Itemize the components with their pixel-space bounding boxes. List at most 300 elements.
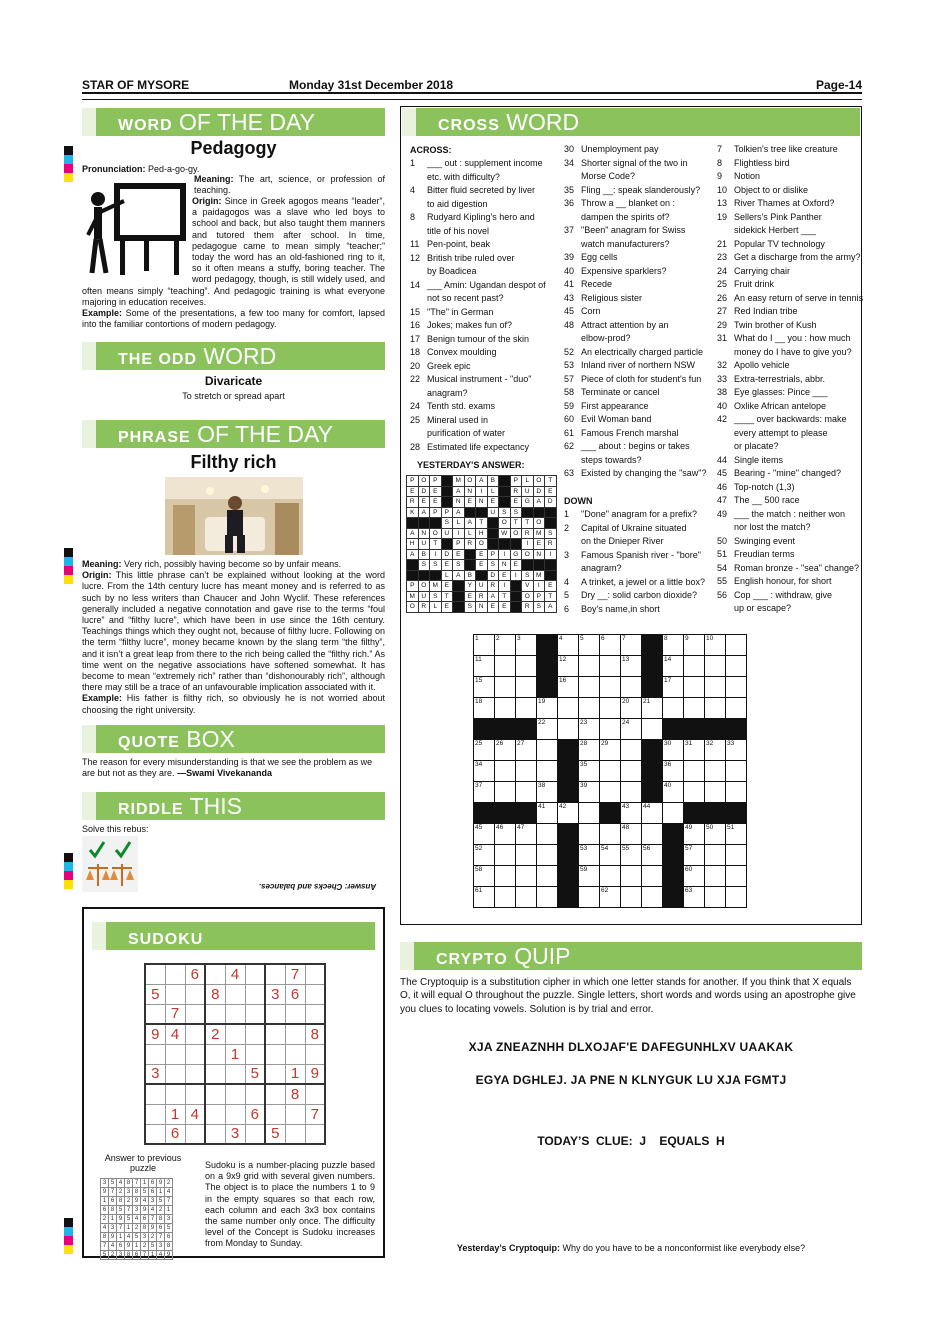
crossword-cell[interactable]: 57 [684,845,705,866]
crossword-cell[interactable] [642,719,663,740]
answer-cell: R [464,539,476,550]
clue-text: Fruit drink [734,279,775,289]
crossword-cell[interactable] [495,656,516,677]
answer-cell: S [453,560,465,571]
sudoku-cell[interactable] [245,1024,265,1044]
crossword-cell[interactable] [726,845,747,866]
crossword-cell[interactable] [684,677,705,698]
crossword-cell[interactable] [621,887,642,908]
crossword-cell[interactable]: 10 [705,635,726,656]
previous-sudoku-cell: 4 [125,1233,133,1242]
crossword-cell[interactable]: 60 [684,866,705,887]
clue-text: on the Dnieper River [581,536,664,546]
clue-text: Boy's name,in short [581,603,660,614]
crossword-cell[interactable]: 49 [684,824,705,845]
crossword-cell[interactable] [600,656,621,677]
previous-sudoku-cell: 6 [109,1197,117,1206]
crossword-cell[interactable] [705,887,726,908]
crossword-cell[interactable] [642,887,663,908]
crossword-cell[interactable]: 62 [600,887,621,908]
crossword-cell[interactable] [705,761,726,782]
crossword-cell[interactable]: 3 [516,635,537,656]
crossword-cell[interactable] [579,698,600,719]
crossword-cell[interactable]: 41 [537,803,558,824]
crossword-cell[interactable]: 46 [495,824,516,845]
sudoku-cell[interactable] [205,1084,225,1104]
clue-line [717,265,863,279]
crossword-cell[interactable] [579,656,600,677]
sudoku-cell[interactable] [205,1064,225,1084]
crossword-cell[interactable]: 28 [579,740,600,761]
crossword-cell[interactable]: 48 [621,824,642,845]
crossword-cell[interactable] [726,635,747,656]
crossword-cell[interactable]: 50 [705,824,726,845]
sudoku-cell[interactable] [205,1124,225,1144]
crossword-cell[interactable]: 32 [705,740,726,761]
answer-cell: E [510,497,522,508]
answer-row [407,486,557,497]
sudoku-cell[interactable] [285,1104,305,1124]
answer-black-cell [533,560,545,571]
previous-sudoku-cell: 1 [117,1233,125,1242]
crossword-cell[interactable] [600,866,621,887]
answer-cell: A [487,591,499,602]
previous-sudoku-cell: 9 [109,1233,117,1242]
crossword-cell[interactable]: 20 [621,698,642,719]
crossword-cell[interactable] [684,761,705,782]
crossword-cell[interactable] [684,656,705,677]
crossword-black-cell [642,677,663,698]
sudoku-cell[interactable] [185,1024,205,1044]
clue-text: First appearance [581,400,649,411]
answer-cell: O [522,591,534,602]
crossword-cell[interactable]: 33 [726,740,747,761]
sudoku-cell[interactable] [145,1104,165,1124]
clue-text: "The" in German [427,306,494,317]
sudoku-cell[interactable] [185,1064,205,1084]
sudoku-cell[interactable] [265,1024,285,1044]
crossword-cell[interactable] [642,824,663,845]
crossword-cell[interactable]: 53 [579,845,600,866]
crossword-row [474,866,747,887]
crossword-cell[interactable]: 19 [537,698,558,719]
clue-text: ___ Amin: Ugandan despot of [427,279,546,290]
origin-label: Origin: [82,570,112,581]
odd-word-title: Divaricate [204,374,263,388]
sudoku-cell[interactable] [225,1104,245,1124]
crossword-cell[interactable]: 12 [558,656,579,677]
crossword-cell[interactable] [537,887,558,908]
crossword-cell[interactable]: 31 [684,740,705,761]
clue-text: anagram? [581,563,622,573]
meaning-text: The art, science, or profession of teaching. [194,174,385,196]
crossword-cell[interactable] [516,845,537,866]
crossword-cell[interactable]: 25 [474,740,495,761]
crossword-cell[interactable] [516,677,537,698]
crossword-cell[interactable] [705,698,726,719]
crossword-cell[interactable] [621,677,642,698]
sudoku-cell[interactable] [165,964,185,984]
answer-cell: T [545,591,557,602]
crossword-cell[interactable]: 38 [537,782,558,803]
crossword-row [474,698,747,719]
sudoku-cell[interactable] [225,1084,245,1104]
sudoku-cell[interactable] [285,1004,305,1024]
sudoku-cell[interactable] [145,1124,165,1144]
answer-black-cell [407,570,419,581]
crossword-cell[interactable]: 47 [516,824,537,845]
crossword-cell[interactable]: 39 [579,782,600,803]
sudoku-cell[interactable] [285,1044,305,1064]
crossword-cell[interactable] [726,761,747,782]
crossword-cell[interactable] [579,803,600,824]
sudoku-cell[interactable] [285,1024,305,1044]
sudoku-cell[interactable] [305,964,325,984]
sudoku-cell[interactable] [165,1044,185,1064]
answer-cell: T [522,518,534,529]
sudoku-cell[interactable] [145,1004,165,1024]
crossword-cell[interactable] [684,698,705,719]
clue-number: 6 [564,603,570,614]
sudoku-cell[interactable] [145,964,165,984]
clue-text: "Been" anagram for Swiss [581,225,686,235]
sudoku-cell[interactable] [185,1084,205,1104]
sudoku-cell[interactable] [285,1124,305,1144]
sudoku-cell[interactable] [185,1044,205,1064]
crossword-cell[interactable] [495,698,516,719]
sudoku-cell[interactable] [205,1004,225,1024]
crossword-cell[interactable] [516,866,537,887]
crossword-grid[interactable] [473,634,747,908]
sudoku-cell[interactable] [245,1044,265,1064]
crossword-cell[interactable] [495,887,516,908]
crossword-cell[interactable] [621,866,642,887]
sudoku-cell[interactable] [245,1004,265,1024]
answer-cell: E [487,602,499,613]
sudoku-row [101,1197,173,1206]
crossword-cell[interactable]: 51 [726,824,747,845]
crossword-cell[interactable] [705,782,726,803]
previous-sudoku-cell: 1 [125,1224,133,1233]
crossword-cell[interactable] [705,656,726,677]
crossword-cell[interactable]: 54 [600,845,621,866]
crossword-cell[interactable] [621,761,642,782]
crossword-cell[interactable] [726,656,747,677]
crossword-cell[interactable] [621,782,642,803]
sudoku-cell[interactable] [265,1064,285,1084]
yesterday-cryptoquip-label: Yesterday’s Cryptoquip: [456,1243,561,1253]
clue-text: Benign tumour of the skin [427,333,530,344]
sudoku-cell[interactable] [225,1024,245,1044]
crossword-cell[interactable] [600,782,621,803]
crossword-cell[interactable]: 35 [579,761,600,782]
clue-number: 56 [717,589,728,600]
sudoku-cell[interactable] [185,1004,205,1024]
crossword-cell[interactable] [516,698,537,719]
crossword-row [474,656,747,677]
crossword-cell[interactable] [579,887,600,908]
crossword-cell[interactable]: 24 [621,719,642,740]
crossword-cell[interactable] [516,656,537,677]
crossword-cell[interactable]: 5 [579,635,600,656]
origin-label: Origin: [192,196,222,206]
crossword-cell[interactable] [684,782,705,803]
previous-sudoku-cell: 2 [165,1179,173,1188]
crossword-cell[interactable]: 9 [684,635,705,656]
crossword-cell[interactable] [558,719,579,740]
crossword-cell[interactable] [726,887,747,908]
crossword-cell[interactable]: 26 [495,740,516,761]
crossword-cell[interactable] [579,824,600,845]
answer-cell: I [476,486,488,497]
crossword-cell[interactable]: 2 [495,635,516,656]
crossword-cell[interactable] [642,866,663,887]
sudoku-cell[interactable] [245,1124,265,1144]
sudoku-cell[interactable] [165,1064,185,1084]
crossword-cell[interactable]: 16 [558,677,579,698]
answer-cell: N [453,497,465,508]
clue-text: Cop ___ : withdraw, give [734,589,833,600]
crossword-cell[interactable]: 15 [474,677,495,698]
crossword-black-cell [537,656,558,677]
sudoku-cell[interactable] [225,1064,245,1084]
crossword-cell[interactable] [495,845,516,866]
print-marks [64,548,73,584]
crossword-cell[interactable] [495,866,516,887]
crossword-cell[interactable] [726,698,747,719]
previous-sudoku-cell: 2 [133,1224,141,1233]
across-clues-col2 [564,143,706,481]
crossword-cell[interactable]: 45 [474,824,495,845]
previous-sudoku-cell: 3 [101,1179,109,1188]
answer-cell: U [487,507,499,518]
sudoku-cell[interactable] [145,1084,165,1104]
sudoku-cell[interactable] [305,1084,325,1104]
clue-line [410,198,546,212]
crossword-cell[interactable]: 40 [663,782,684,803]
crossword-cell[interactable] [705,845,726,866]
crossword-cell[interactable]: 42 [558,803,579,824]
previous-sudoku-cell: 8 [157,1215,165,1224]
odd-word-banner [82,342,385,370]
answer-row [407,591,557,602]
sudoku-cell[interactable] [305,1004,325,1024]
crossword-cell[interactable] [600,677,621,698]
crossword-cell[interactable]: 17 [663,677,684,698]
crossword-cell[interactable] [495,677,516,698]
crossword-cell[interactable] [600,824,621,845]
sudoku-cell[interactable] [205,1044,225,1064]
sudoku-cell[interactable] [265,964,285,984]
answer-cell: P [510,476,522,487]
sudoku-cell[interactable] [145,1044,165,1064]
crossword-cell[interactable] [726,782,747,803]
sudoku-cell[interactable] [265,1104,285,1124]
banner-label-big: WORD [203,343,277,369]
answer-cell: S [522,570,534,581]
odd-word-meaning: To stretch or spread apart [182,391,285,401]
previous-sudoku-cell: 6 [165,1233,173,1242]
answer-cell: N [464,486,476,497]
sudoku-cell[interactable] [205,964,225,984]
page-header [82,78,862,94]
answer-cell: O [418,581,430,592]
sudoku-cell[interactable] [225,984,245,1004]
sudoku-cell[interactable] [185,984,205,1004]
crossword-cell[interactable] [516,887,537,908]
answer-cell: S [533,602,545,613]
crossword-cell[interactable] [537,866,558,887]
crossword-cell[interactable] [600,761,621,782]
sudoku-row [101,1224,173,1233]
crossword-cell[interactable]: 22 [537,719,558,740]
crossword-cell[interactable]: 18 [474,698,495,719]
sudoku-cell[interactable] [245,984,265,1004]
clue-line [717,238,863,252]
crossword-cell[interactable]: 34 [474,761,495,782]
crossword-black-cell [663,866,684,887]
crossword-cell[interactable]: 44 [642,803,663,824]
crossword-cell[interactable]: 52 [474,845,495,866]
sudoku-cell[interactable] [265,1044,285,1064]
sudoku-cell[interactable] [185,1124,205,1144]
crossword-cell[interactable]: 4 [558,635,579,656]
clue-text: Convex moulding [427,347,497,357]
crossword-cell[interactable]: 59 [579,866,600,887]
answer-black-cell [476,507,488,518]
crossword-cell[interactable] [537,761,558,782]
clue-number: 14 [410,279,421,290]
crossword-cell[interactable] [537,740,558,761]
crossword-cell[interactable] [558,698,579,719]
sudoku-cell[interactable] [305,1124,325,1144]
answer-black-cell [545,560,557,571]
crossword-cell[interactable]: 21 [642,698,663,719]
sudoku-cell[interactable] [265,1084,285,1104]
crossword-cell[interactable]: 36 [663,761,684,782]
crossword-cell[interactable]: 30 [663,740,684,761]
crossword-cell[interactable] [495,761,516,782]
clue-number: 1 [410,158,416,168]
crossword-cell[interactable] [621,740,642,761]
sudoku-cell: 9 [305,1064,325,1084]
sudoku-cell[interactable] [205,1104,225,1124]
crossword-cell[interactable]: 37 [474,782,495,803]
crossword-cell[interactable] [663,698,684,719]
crossword-cell[interactable]: 55 [621,845,642,866]
crossword-cell[interactable]: 56 [642,845,663,866]
answer-cell: T [499,591,511,602]
clue-line [717,562,863,576]
previous-sudoku-cell: 5 [101,1251,109,1260]
crossword-cell[interactable] [726,866,747,887]
clue-text: Greek epic [427,360,471,371]
answer-cell: O [407,602,419,613]
clue-line [410,414,546,428]
previous-sudoku-cell: 5 [141,1188,149,1197]
answer-cell: T [510,518,522,529]
crossword-cell[interactable]: 14 [663,656,684,677]
answer-cell: L [487,486,499,497]
crossword-cell[interactable] [705,866,726,887]
sudoku-cell: 8 [285,1084,305,1104]
crossword-cell[interactable]: 27 [516,740,537,761]
clue-number: 29 [717,319,728,330]
sudoku-cell[interactable] [305,984,325,1004]
previous-sudoku-cell: 7 [165,1197,173,1206]
crossword-cell[interactable]: 58 [474,866,495,887]
crossword-cell[interactable]: 13 [621,656,642,677]
crossword-cell[interactable]: 7 [621,635,642,656]
crossword-cell[interactable]: 11 [474,656,495,677]
crossword-cell[interactable]: 43 [621,803,642,824]
sudoku-row [145,1024,325,1044]
previous-sudoku-cell: 3 [133,1206,141,1215]
crossword-black-cell [642,761,663,782]
sudoku-cell[interactable] [305,1044,325,1064]
answer-cell: O [464,476,476,487]
clue-text: every attempt to please [734,427,828,438]
banner-label-big: THIS [189,793,242,819]
crossword-cell[interactable] [726,677,747,698]
crossword-cell[interactable] [600,719,621,740]
crossword-cell[interactable] [663,803,684,824]
clue-line [410,279,546,293]
clue-text: Pen-point, beak [427,239,491,249]
previous-sudoku-cell: 6 [149,1179,157,1188]
clue-number: 3 [564,549,570,560]
crossword-black-cell [663,824,684,845]
crossword-cell[interactable]: 29 [600,740,621,761]
sudoku-cell[interactable] [245,964,265,984]
answer-cell: R [522,602,534,613]
banner-label-small: QUOTE [118,734,180,751]
crossword-cell[interactable] [537,845,558,866]
clue-line [410,171,546,185]
crossword-cell[interactable]: 61 [474,887,495,908]
answer-cell: E [430,486,442,497]
crossword-cell[interactable]: 6 [600,635,621,656]
crossword-cell[interactable] [600,698,621,719]
clue-text: British tribe ruled over [427,252,515,263]
crossword-cell[interactable] [537,824,558,845]
crossword-cell[interactable] [579,677,600,698]
answer-cell: M [407,591,419,602]
crossword-cell[interactable]: 8 [663,635,684,656]
clue-number: 25 [717,279,728,289]
crossword-cell[interactable] [516,782,537,803]
crossword-cell[interactable] [516,761,537,782]
answer-cell: S [430,560,442,571]
sudoku-cell[interactable] [245,1084,265,1104]
crossword-cell[interactable]: 1 [474,635,495,656]
sudoku-cell[interactable] [225,1004,245,1024]
sudoku-cell[interactable] [265,1004,285,1024]
clue-line [717,508,863,522]
sudoku-cell[interactable] [165,984,185,1004]
crossword-cell[interactable] [705,677,726,698]
crossword-cell[interactable]: 63 [684,887,705,908]
sudoku-cell[interactable] [165,1084,185,1104]
crossword-cell[interactable] [495,782,516,803]
answer-black-cell [453,602,465,613]
cryptoquip-clue: TODAY’S CLUE: J EQUALS H [537,1134,725,1148]
crossword-cell[interactable]: 23 [579,719,600,740]
crossword-row [474,635,747,656]
pronunciation-text: Ped-a-go-gy. [148,164,200,174]
answer-black-cell [545,518,557,529]
clue-number: 46 [717,481,728,492]
